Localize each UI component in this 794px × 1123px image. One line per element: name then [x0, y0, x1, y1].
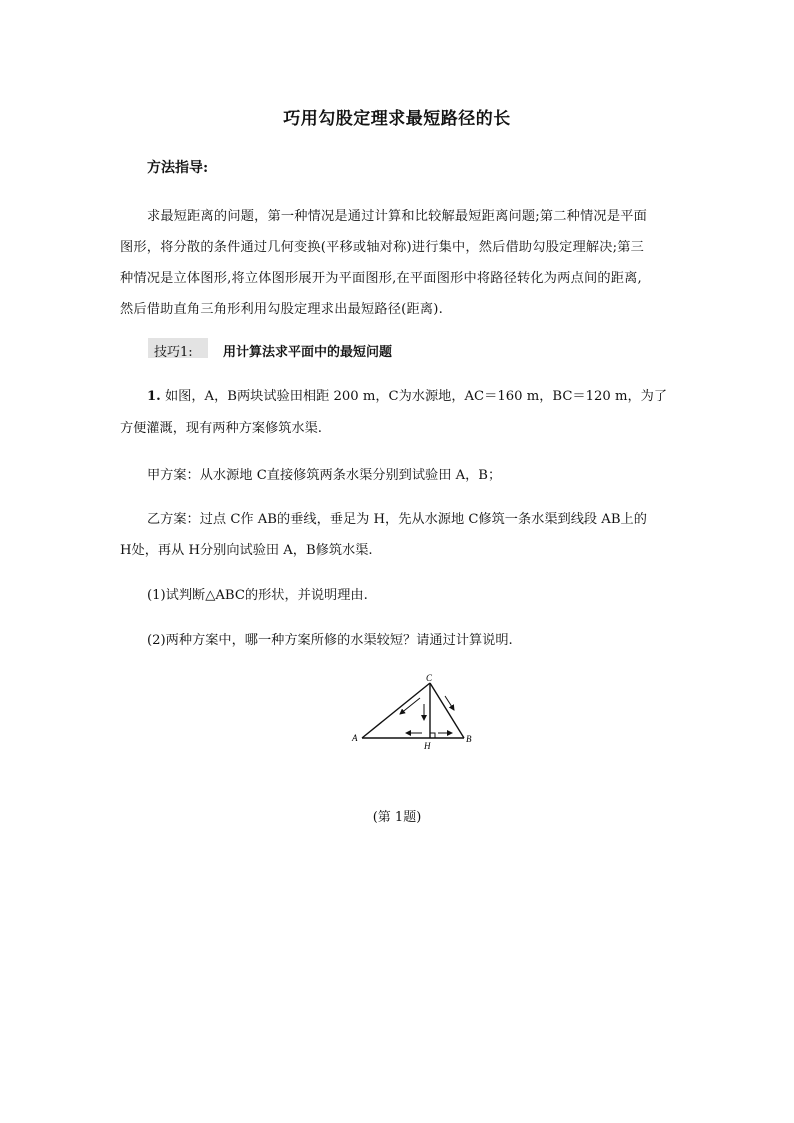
question-line [147, 385, 667, 404]
triangle-outline [362, 683, 464, 738]
method-line: 种情况是立体图形,将立体图形展开为平面图形,在平面图形中将路径转化为两点间的距离, [120, 271, 642, 286]
page-title: 巧用勾股定理求最短路径的长 [283, 109, 511, 129]
label-a: A [352, 733, 358, 743]
tip-label: 技巧1: [154, 345, 193, 360]
label-h: H [424, 741, 431, 751]
right-angle-mark [430, 733, 435, 738]
question-number: 1. [147, 389, 161, 404]
question-stem-cont: 方便灌溉，现有两种方案修筑水渠. [120, 421, 323, 436]
arrow-c-to-b [445, 696, 454, 710]
tip-title: 用计算法求平面中的最短问题 [223, 345, 393, 360]
question-stem: 如图，A，B两块试验田相距 200 m，C为水源地，AC＝160 m，BC＝120 m，为了 [164, 389, 668, 404]
method-line: 求最短距离的问题，第一种情况是通过计算和比较解最短距离问题;第二种情况是平面 [147, 209, 647, 224]
plan-b: 乙方案：过点 C作 AB的垂线，垂足为 H，先从水源地 C修筑一条水渠到线段 AB上的 [147, 512, 647, 527]
figure-caption: (第 1题) [372, 810, 422, 825]
arrow-c-to-a [400, 698, 420, 714]
method-line: 图形，将分散的条件通过几何变换(平移或轴对称)进行集中，然后借助勾股定理解决;第三 [120, 240, 645, 255]
sub-question-1: (1)试判断△ABC的形状，并说明理由. [147, 588, 368, 603]
sub-question-2: (2)两种方案中，哪一种方案所修的水渠较短？请通过计算说明. [147, 633, 513, 648]
method-heading: 方法指导: [147, 160, 209, 176]
plan-b-cont: H处，再从 H分别向试验田 A，B修筑水渠. [120, 543, 373, 558]
triangle-figure [340, 672, 490, 752]
label-b: B [466, 734, 472, 744]
method-line: 然后借助直角三角形利用勾股定理求出最短路径(距离). [120, 302, 443, 317]
plan-a: 甲方案：从水源地 C直接修筑两条水渠分别到试验田 A，B； [147, 468, 502, 483]
label-c: C [426, 673, 433, 683]
